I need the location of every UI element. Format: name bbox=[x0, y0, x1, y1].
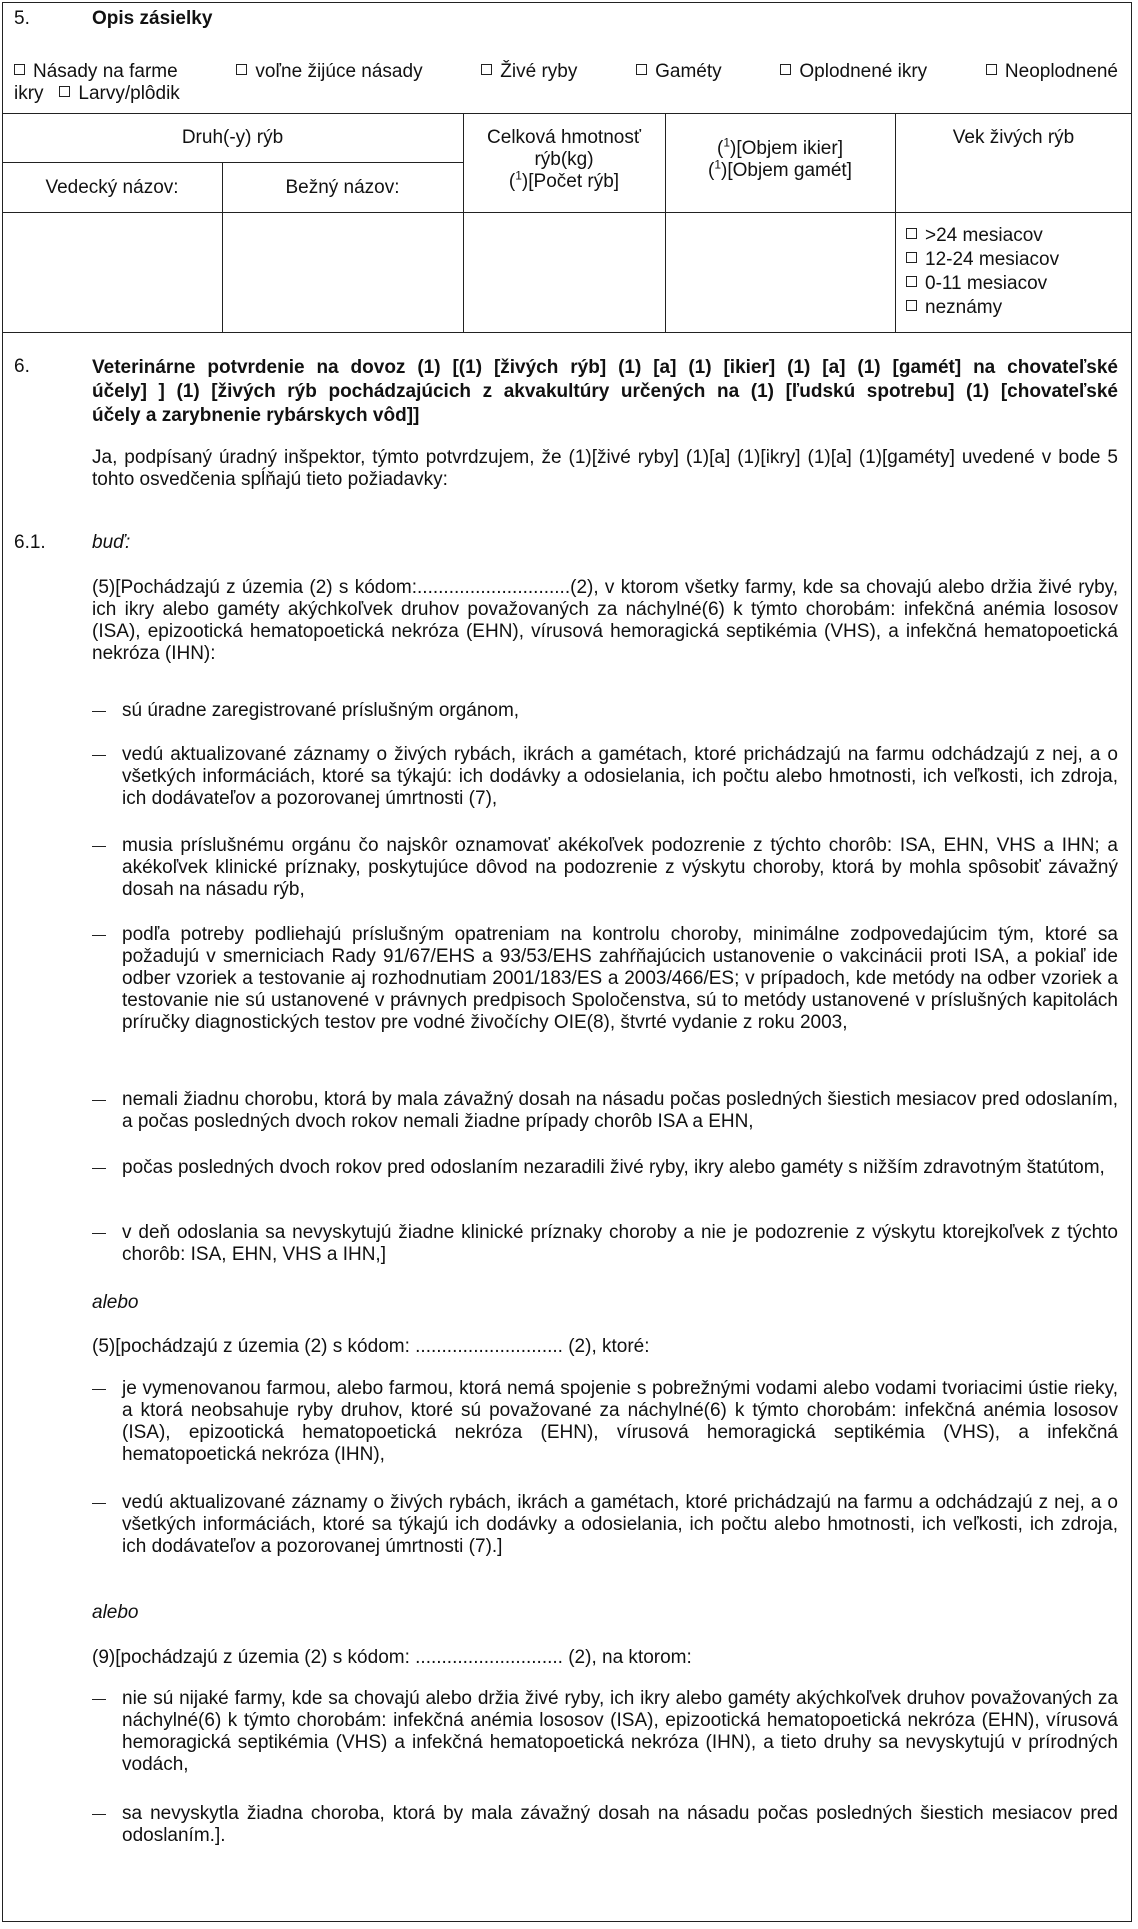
table-header-bottom-line bbox=[2, 212, 1132, 213]
checkbox-icon[interactable] bbox=[780, 64, 791, 75]
objem-header: ($^1$)[Objem ikier] ($^1$)[Objem gamét] bbox=[708, 135, 852, 181]
option-nasady-na-farme[interactable]: Násady na farme bbox=[14, 61, 178, 83]
consignment-type-options bbox=[14, 61, 1118, 83]
dash-icon bbox=[92, 711, 106, 712]
druh-header-line bbox=[2, 162, 463, 163]
checkbox-icon[interactable] bbox=[986, 64, 997, 75]
option-oplodnene-ikry[interactable]: Oplodnené ikry bbox=[780, 61, 927, 83]
druh-header: Druh(-y) rýb bbox=[181, 127, 284, 148]
zone-requirement-2: sa nevyskytla žiadna choroba, ktorá by mala závažný dosah na násadu počas posledných šiestich mesiacov pred odoslaním.]. bbox=[122, 1803, 1118, 1846]
checkbox-icon[interactable] bbox=[906, 252, 917, 263]
farm-requirement-1: je vymenovanou farmou, alebo farmou, ktorá nemá spojenie s pobrežnými vodami alebo vodami tvoriacimi ústie rieky, a ktorá neobsahuje ryby druhov, ktoré sú považované za náchylné(6) k týmto chorobám: infekčná anémia lososov (ISA), epizootická hematopoetická nekróza (EHN), vírusová hemoragická septikémia (VHS), a infekčná hematopoetická nekróza (IHN), bbox=[122, 1378, 1118, 1465]
section-6-number: 6. bbox=[14, 356, 30, 377]
section-5-number: 5. bbox=[14, 8, 30, 29]
age-option[interactable]: 0-11 mesiacov bbox=[906, 272, 1059, 296]
age-option[interactable]: 12-24 mesiacov bbox=[906, 248, 1059, 272]
checkbox-icon[interactable] bbox=[59, 86, 70, 97]
requirement-4: podľa potreby podliehajú príslušným opatreniam na kontrolu choroby, minimálne zodpovedajúcim tým, ktoré sa požadujú v smerniciach Rady 91/67/EHS a 93/53/EHS zahŕňajúcich ustanovenie o vakcinácii proti ISA, a pokiaľ ide odber vzoriek a testovanie aj rozhodnutiam 2001/183/ES a 2003/466/ES; v prípadoch, kde metódy na odber vzoriek a testovanie nie sú ustanovené v právnych predpisoch Spoločenstva, sú to metódy ustanovené v príslušných kapitolách príručky diagnostických testov pre vodné živočíchy OIE(8), štvrté vydanie z roku 2003, bbox=[122, 924, 1118, 1033]
option-zive-ryby[interactable]: Živé ryby bbox=[481, 61, 577, 83]
option-gamety[interactable]: Gaméty bbox=[636, 61, 722, 83]
table-bottom-line bbox=[2, 332, 1132, 333]
checkbox-icon[interactable] bbox=[906, 300, 917, 311]
checkbox-icon[interactable] bbox=[906, 276, 917, 287]
dash-icon bbox=[92, 1233, 106, 1234]
section-6-intro: Ja, podpísaný úradný inšpektor, týmto potvrdzujem, že (1)[živé ryby] (1)[a] (1)[ikry] (1)[a] (1)[gaméty] uvedené v bode 5 tohto osvedčenia spĺňajú tieto požiadavky: bbox=[92, 447, 1118, 490]
section-5-title: Opis zásielky bbox=[92, 8, 213, 29]
alebo-label-2: alebo bbox=[92, 1602, 139, 1623]
age-option[interactable]: >24 mesiacov bbox=[906, 224, 1059, 248]
requirement-3: musia príslušnému orgánu čo najskôr oznamovať akékoľvek podozrenie z týchto chorôb: ISA, EHN, VHS a IHN; a akékoľvek klinické príznaky, poskytujúce dôvod na podozrenie z výskytu choroby, ktorá by mohla spôsobiť závažný dosah na násadu rýb, bbox=[122, 835, 1118, 900]
age-options bbox=[906, 224, 1059, 320]
vedecky-nazov-header: Vedecký názov: bbox=[45, 177, 179, 198]
dash-icon bbox=[92, 1699, 106, 1700]
farm-requirement-2: vedú aktualizované záznamy o živých rybách, ikrách a gamétach, ktoré prichádzajú na farmu a odchádzajú z nej, a o všetkých informáciách, ktoré sa týkajú ich dodávky a odosielania, ich počtu alebo hmotnosti, ich veľkosti, ich zdroja, ich dodávateľov a pozorovanej úmrtnosti (7).] bbox=[122, 1492, 1118, 1557]
paragraph-2: (5)[pochádzajú z územia (2) s kódom: ............................ (2), ktoré: bbox=[92, 1336, 650, 1357]
requirement-6: počas posledných dvoch rokov pred odoslaním nezaradili živé ryby, ikry alebo gaméty s nižším zdravotným štatútom, bbox=[122, 1157, 1105, 1178]
checkbox-icon[interactable] bbox=[14, 64, 25, 75]
dash-icon bbox=[92, 1389, 106, 1390]
option-larvy[interactable]: Larvy/plôdik bbox=[59, 83, 179, 104]
bud-label: buď: bbox=[92, 532, 131, 553]
table-top-line bbox=[2, 113, 1132, 114]
dash-icon bbox=[92, 1168, 106, 1169]
age-option[interactable]: neznámy bbox=[906, 296, 1059, 320]
zone-requirement-1: nie sú nijaké farmy, kde sa chovajú alebo držia živé ryby, ich ikry alebo gaméty akýchkoľvek druhov považovaných za náchylné(6) k týmto chorobám: infekčná anémia lososov (ISA), epizootická hematopoetická nekróza (EHN), vírusová hemoragická septikémia (VHS) a infekčná hematopoetická nekróza (IHN), a tieto druhy sa nevyskytujú v prírodných vodách, bbox=[122, 1688, 1118, 1775]
dash-icon bbox=[92, 1503, 106, 1504]
checkbox-icon[interactable] bbox=[481, 64, 492, 75]
paragraph-3: (9)[pochádzajú z územia (2) s kódom: ............................ (2), na ktorom: bbox=[92, 1647, 692, 1668]
dash-icon bbox=[92, 755, 106, 756]
dash-icon bbox=[92, 935, 106, 936]
requirement-7: v deň odoslania sa nevyskytujú žiadne klinické príznaky choroby a nie je podozrenie z výskytu ktorejkoľvek z týchto chorôb: ISA, EHN, VHS a IHN,] bbox=[122, 1222, 1118, 1265]
hmotnost-header: Celková hmotnosť rýb(kg) ($^1$)[Počet rýb] bbox=[487, 127, 641, 192]
vek-header: Vek živých rýb bbox=[952, 127, 1075, 148]
option-line-2: ikry Larvy/plôdik bbox=[14, 83, 180, 104]
paragraph-1: (5)[Pochádzajú z územia (2) s kódom:.............................(2), v ktorom všetky farmy, kde sa chovajú alebo držia živé ryby, ich ikry alebo gaméty akýchkoľvek druhov považovaných za náchylné(6) k týmto chorobám: infekčná anémia lososov (ISA), epizootická hematopoetická nekróza (EHN), vírusová hemoragická septikémia (VHS), a infekčná hematopoetická nekróza (IHN): bbox=[92, 577, 1118, 664]
alebo-label-1: alebo bbox=[92, 1292, 139, 1313]
dash-icon bbox=[92, 1100, 106, 1101]
option-volne-zijuce[interactable]: voľne žijúce násady bbox=[236, 61, 422, 83]
checkbox-icon[interactable] bbox=[636, 64, 647, 75]
section-6-1-number: 6.1. bbox=[14, 532, 46, 553]
requirement-5: nemali žiadnu chorobu, ktorá by mala závažný dosah na násadu počas posledných šiestich mesiacov pred odoslaním, a počas posledných dvoch rokov nemali žiadne prípady chorôb ISA a EHN, bbox=[122, 1089, 1118, 1132]
checkbox-icon[interactable] bbox=[906, 228, 917, 239]
checkbox-icon[interactable] bbox=[236, 64, 247, 75]
bezny-nazov-header: Bežný názov: bbox=[285, 177, 400, 198]
requirement-1: sú úradne zaregistrované príslušným orgánom, bbox=[122, 700, 520, 721]
section-6-heading: Veterinárne potvrdenie na dovoz (1) [(1) [živých rýb] (1) [a] (1) [ikier] (1) [a] (1) [gamét] na chovateľské účely] ] (1) [živých rýb pochádzajúcich z akvakultúry určených na (1) [ľudskú spotrebu] (1) [chovateľské účely a zarybnenie rybárskych vôd]] bbox=[92, 357, 1118, 426]
option-neoplodnene[interactable]: Neoplodnené bbox=[986, 61, 1118, 83]
requirement-2: vedú aktualizované záznamy o živých rybách, ikrách a gamétach, ktoré prichádzajú na farmu odchádzajú z nej, a o všetkých informáciách, ktoré sa týkajú: ich dodávky a odosielania, ich počtu alebo hmotnosti, ich veľkosti, ich zdroja, ich dodávateľov a pozorovanej úmrtnosti (7), bbox=[122, 744, 1118, 809]
dash-icon bbox=[92, 1814, 106, 1815]
dash-icon bbox=[92, 846, 106, 847]
